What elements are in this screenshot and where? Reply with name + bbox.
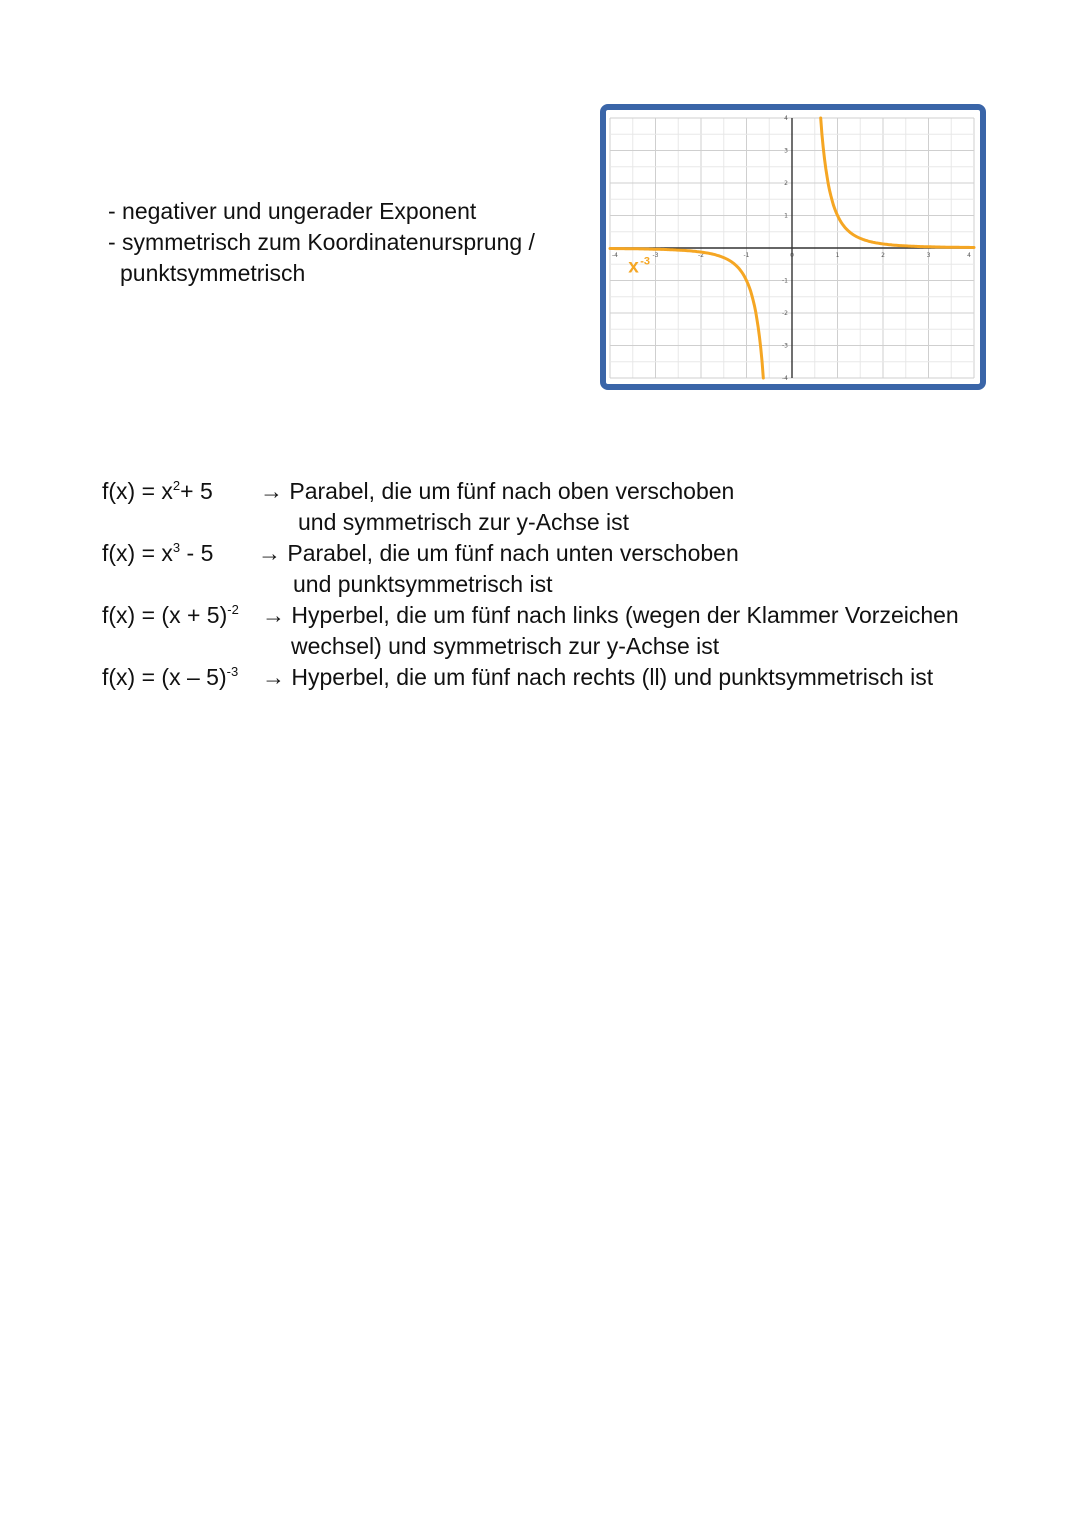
formula: $f(x) = x^3 - 5$ xyxy=(102,540,214,566)
x-tick-label: 2 xyxy=(881,252,885,259)
y-tick-label: 3 xyxy=(784,147,788,155)
x-tick-label: 0 xyxy=(790,252,794,259)
formula-description: wechsel) und symmetrisch zur y-Achse ist xyxy=(291,633,720,659)
formula: $f(x) = (x + 5)^{-2}$ xyxy=(102,602,239,628)
function-graph xyxy=(600,104,986,390)
formula: $f(x) = x^2+ 5$ xyxy=(102,478,213,504)
x-tick-label: -2 xyxy=(698,252,704,259)
x-tick-label: 1 xyxy=(835,252,840,259)
x-tick-label: 3 xyxy=(926,252,931,259)
y-tick-label: -4 xyxy=(782,375,788,382)
x-tick-label: -4 xyxy=(612,252,618,259)
formula-description: → Parabel, die um fünf nach oben verschoben xyxy=(260,478,735,504)
y-tick-label: -1 xyxy=(782,277,788,285)
x-tick-label: -3 xyxy=(652,252,659,259)
y-tick-label: -3 xyxy=(782,342,788,350)
function-label-exponent: -3 xyxy=(640,255,650,268)
x-tick-label: -1 xyxy=(743,252,750,259)
formula: f(x) = (x – 5)$^{-3}$ xyxy=(102,664,239,690)
x-tick-label: 4 xyxy=(967,252,971,259)
bullet-symmetry: - symmetrisch zum Koordinatenursprung / xyxy=(108,229,535,255)
bullet-exponent: - negativer und ungerader Exponent xyxy=(108,198,477,224)
y-tick-label: 1 xyxy=(784,212,788,220)
graph-svg xyxy=(606,110,980,384)
bullet-symmetry-cont: punktsymmetrisch xyxy=(120,260,306,286)
formula-description: → Hyperbel, die um fünf nach rechts (ll) und punktsymmetrisch ist xyxy=(262,664,934,690)
y-tick-label: -2 xyxy=(782,310,788,317)
formula-description: → Hyperbel, die um fünf nach links (wegen der Klammer Vorzeichen xyxy=(262,602,959,628)
y-tick-label: 2 xyxy=(784,180,788,187)
formula-description: → Parabel, die um fünf nach unten verschoben xyxy=(258,540,739,566)
formula-description: und symmetrisch zur y-Achse ist xyxy=(298,509,630,535)
properties-list xyxy=(108,196,535,289)
function-label: x xyxy=(628,256,639,278)
formula-description: und punktsymmetrisch ist xyxy=(293,571,553,597)
y-tick-label: 4 xyxy=(784,115,788,122)
